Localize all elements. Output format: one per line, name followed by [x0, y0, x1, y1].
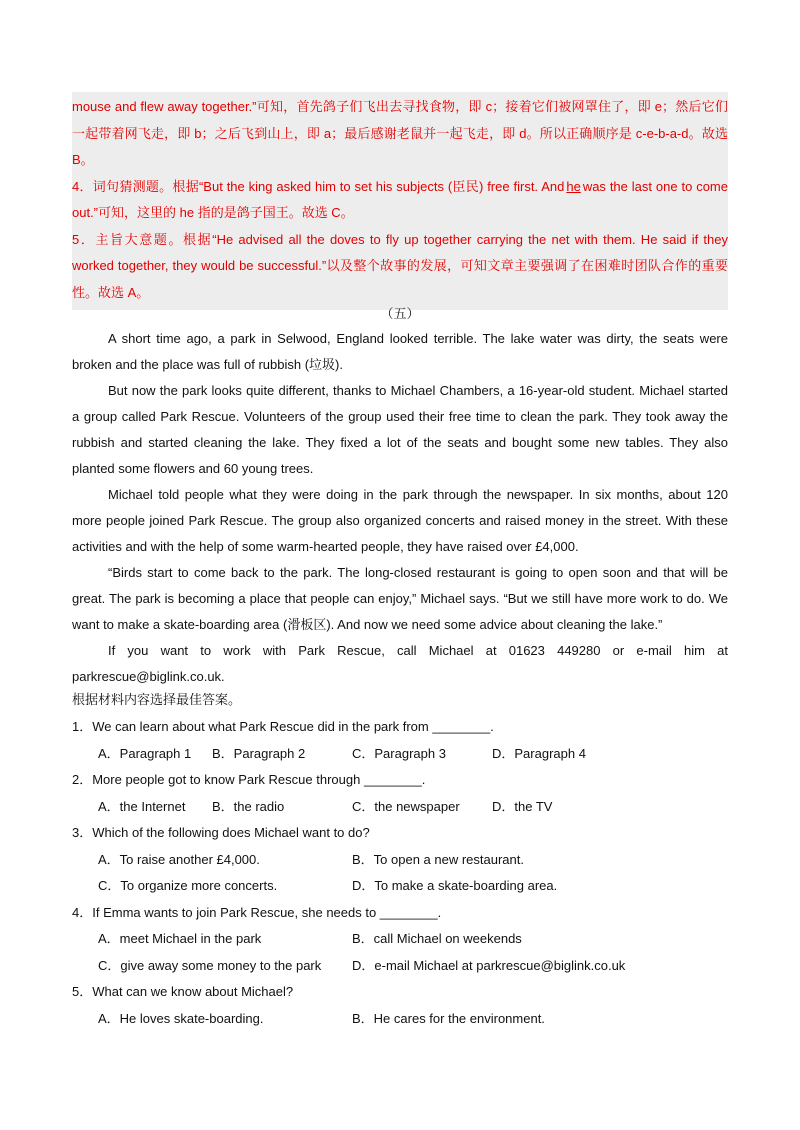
option-c: C．the newspaper: [352, 798, 460, 814]
option-c: C．Paragraph 3: [352, 745, 446, 761]
question-3: 3．Which of the following does Michael want to do?: [72, 825, 370, 840]
question-3-options-row-2: [72, 873, 728, 900]
option-a: A．the Internet: [98, 798, 186, 814]
explanation-line-5: 5．主旨大意题。根据“He advised all the doves to fly up together carrying the net with them. He said if they worked together, they would be successful.”以及整个故事的发展，可知文章主要强调了在困难时团队合作的重要性。故选 A。: [72, 231, 728, 300]
passage-paragraph-1: A short time ago, a park in Selwood, England looked terrible. The lake water was dirty, the seats were broken and the place was full of rubbish (垃圾).: [72, 331, 728, 372]
option-a: A．Paragraph 1: [98, 745, 192, 761]
option-a: A．meet Michael in the park: [98, 931, 262, 946]
option-c: C．give away some money to the park: [98, 957, 322, 973]
option-d: D．e-mail Michael at parkrescue@biglink.co.uk: [352, 957, 626, 973]
reading-passage: [72, 326, 728, 690]
option-a: A．He loves skate-boarding.: [98, 1010, 264, 1026]
option-b: B．To open a new restaurant.: [352, 851, 524, 867]
passage-paragraph-5: If you want to work with Park Rescue, call Michael at 01623 449280 or e-mail him at parkrescue@biglink.co.uk.: [72, 643, 728, 684]
question-3-options-row-1: [72, 847, 728, 874]
question-2: 2．More people got to know Park Rescue through ________.: [72, 772, 426, 787]
explanation-4-before: 4．词句猜测题。根据“But the king asked him to set his subjects (臣民) free first. And: [72, 178, 565, 194]
answer-explanation-box: [72, 92, 728, 310]
passage-paragraph-3: Michael told people what they were doing in the park through the newspaper. In six months, about 120 more people joined Park Rescue. The group also organized concerts and raised money in the street. With these activities and with the help of some warm-hearted people, they have raised over £4,000.: [72, 487, 728, 554]
question-1-options: [72, 741, 728, 768]
explanation-line-1: mouse and flew away together.”可知，首先鸽子们飞出去寻找食物，即 c；接着它们被网罩住了，即 e；然后它们一起带着网飞走，即 b；之后飞到山上，即 a；最后感谢老鼠并一起飞走，即 d。所以正确顺序是 c-e-b-a-d。故选 B。: [72, 99, 728, 167]
option-b: B．He cares for the environment.: [352, 1010, 545, 1026]
question-5-options-row-1: [72, 1006, 728, 1033]
option-d: D．Paragraph 4: [492, 745, 586, 761]
explanation-line-4: [72, 174, 728, 227]
option-b: B．Paragraph 2: [212, 745, 306, 761]
passage-paragraph-4: “Birds start to come back to the park. The long-closed restaurant is going to open soon and that will be great. The park is becoming a place that people can enjoy,” Michael says. “But we still have more work to do. We want to make a skate-boarding area (滑板区). And now we need some advice about cleaning the lake.”: [72, 565, 728, 632]
section-title: （五）: [380, 307, 420, 322]
option-b: B．call Michael on weekends: [352, 931, 522, 946]
option-b: B．the radio: [212, 798, 285, 814]
question-5: 5．What can we know about Michael?: [72, 984, 294, 999]
option-a: A．To raise another £4,000.: [98, 851, 260, 867]
question-2-options: [72, 794, 728, 821]
underlined-word: he: [566, 178, 581, 194]
option-c: C．To organize more concerts.: [98, 878, 278, 893]
explanation-4-after: was the last one to come out.”可知，这里的 he 指的是鸽子国王。故选 C。: [72, 178, 728, 220]
option-d: D．the TV: [492, 798, 553, 814]
question-list: [72, 714, 728, 1032]
option-d: D．To make a skate-boarding area.: [352, 878, 558, 893]
passage-paragraph-2: But now the park looks quite different, thanks to Michael Chambers, a 16-year-old student. Michael started a group called Park Rescue. Volunteers of the group used their free time to clean the park. They took away the rubbish and started cleaning the lake. They fixed a lot of the seats and bought some new tables. They also planted some flowers and 60 young trees.: [72, 383, 728, 476]
question-4-options-row-2: [72, 953, 728, 980]
question-1: 1．We can learn about what Park Rescue did in the park from ________.: [72, 719, 494, 734]
instruction: 根据材料内容选择最佳答案。: [72, 693, 242, 708]
question-4-options-row-1: [72, 926, 728, 953]
question-4: 4．If Emma wants to join Park Rescue, she needs to ________.: [72, 904, 442, 920]
